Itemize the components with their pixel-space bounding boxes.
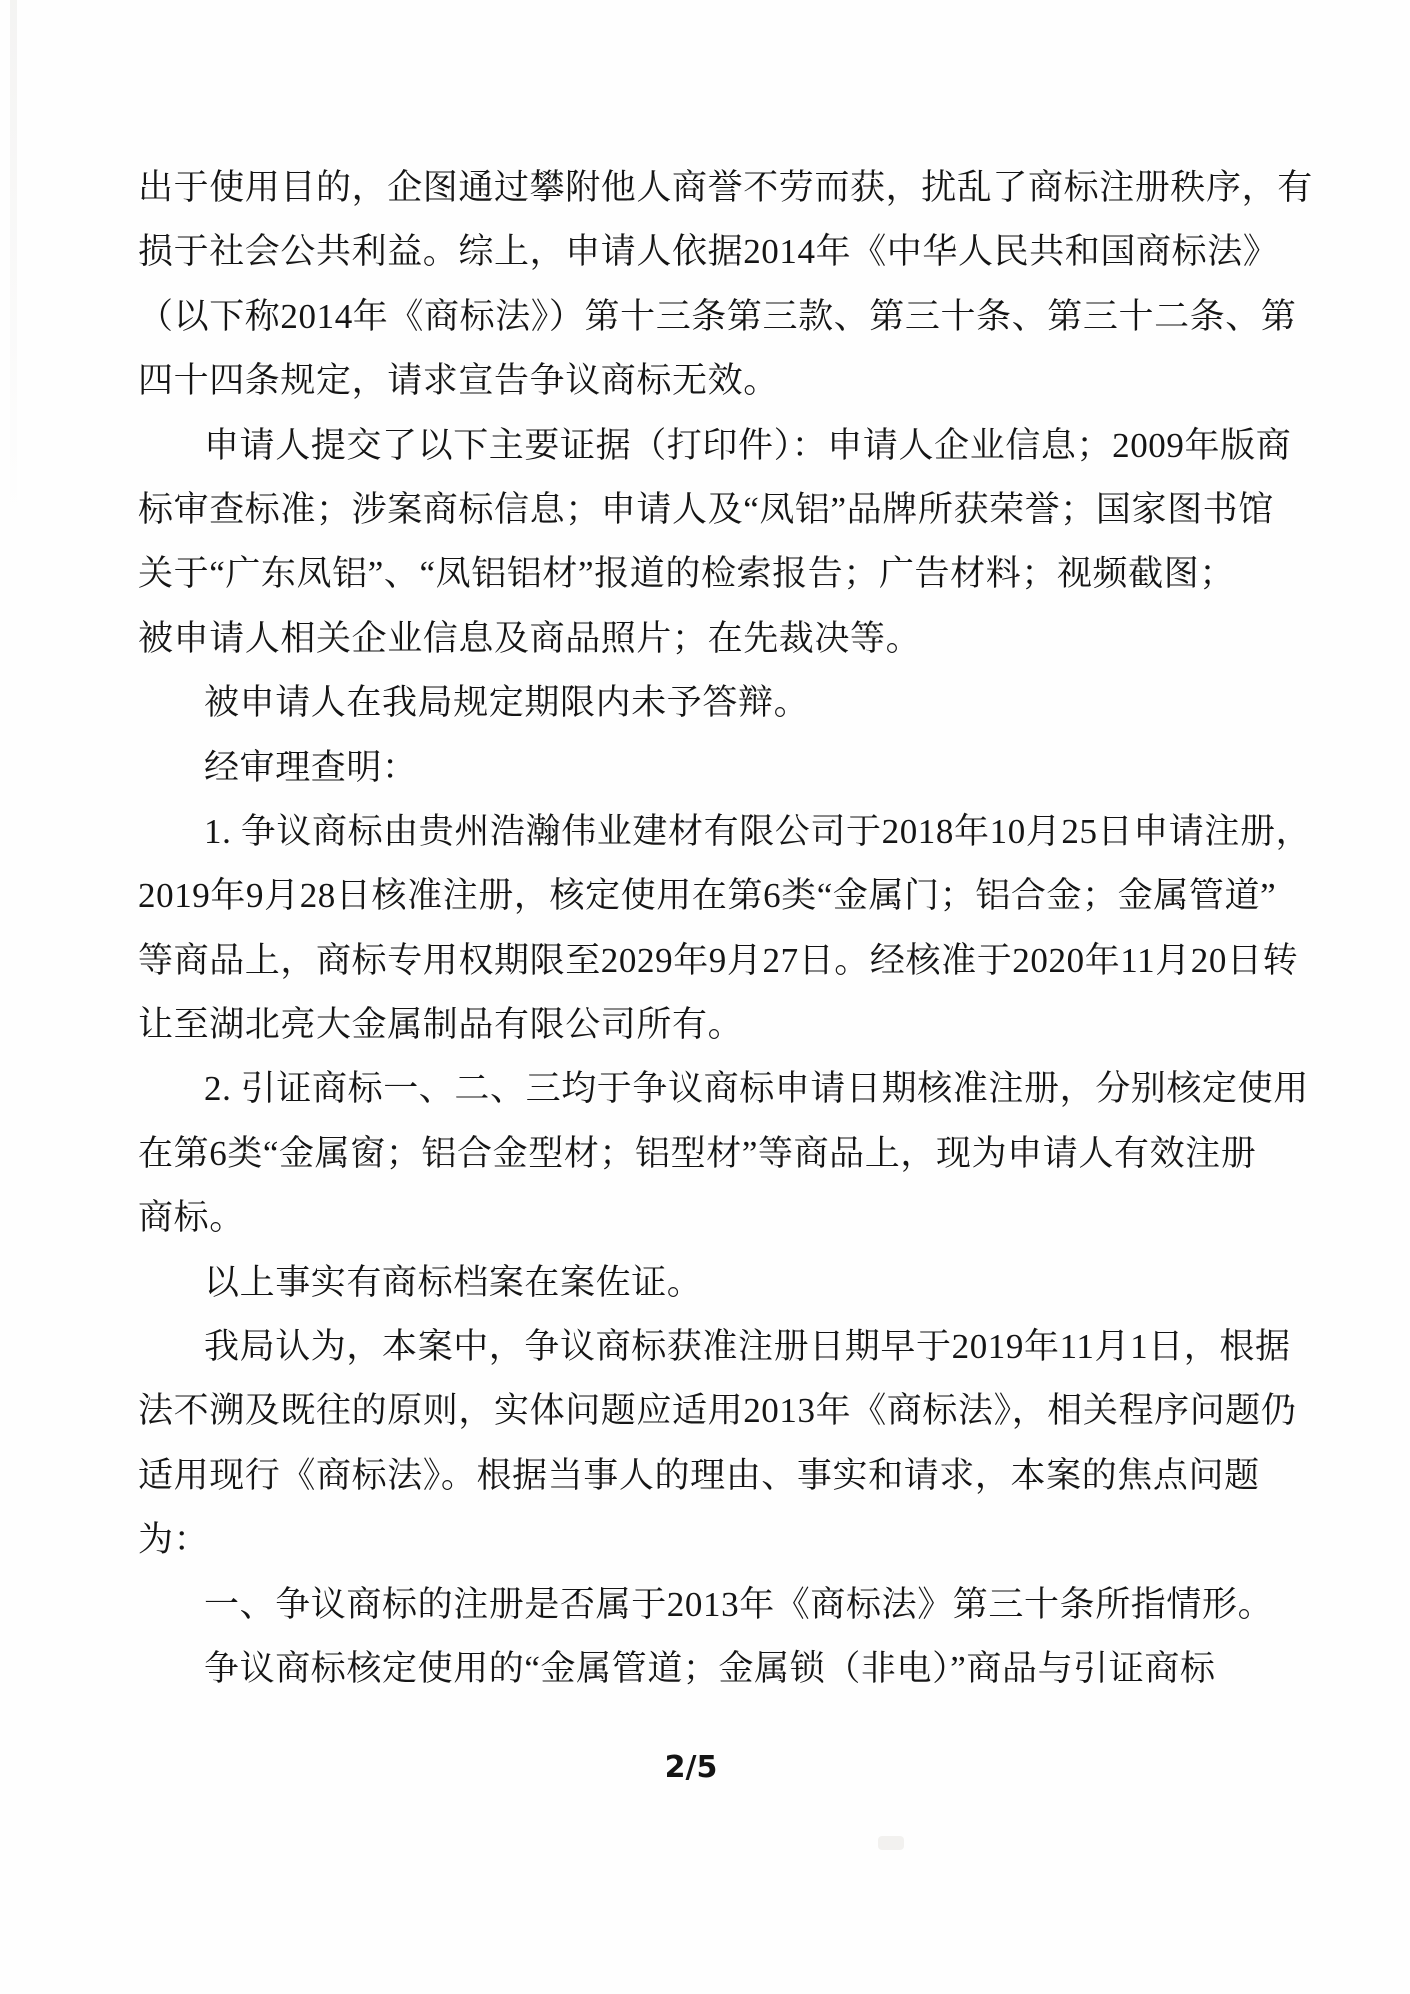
text-line: 出于使用目的，企图通过攀附他人商誉不劳而获，扰乱了商标注册秩序，有	[138, 168, 1313, 207]
text-line: 让至湖北亮大金属制品有限公司所有。	[138, 1005, 744, 1045]
text-line: 为：	[138, 1520, 210, 1560]
text-line: 申请人提交了以下主要证据（打印件）：申请人企业信息；2009年版商	[204, 425, 1292, 465]
scan-artifact-smudge	[878, 1836, 904, 1850]
text-line: 等商品上，商标专用权期限至2029年9月27日。经核准于2020年11月20日转	[138, 940, 1299, 980]
text-line: 经审理查明：	[204, 747, 418, 787]
document-body-text	[138, 156, 1348, 1701]
text-line: 被申请人在我局规定期限内未予答辩。	[204, 683, 810, 723]
text-line: 一、争议商标的注册是否属于2013年《商标法》第三十条所指情形。	[204, 1584, 1274, 1624]
text-line: 损于社会公共利益。综上，申请人依据2014年《中华人民共和国商标法》	[138, 232, 1279, 272]
text-line: 1. 争议商标由贵州浩瀚伟业建材有限公司于2018年10月25日申请注册，	[204, 811, 1312, 851]
text-line: 我局认为，本案中，争议商标获准注册日期早于2019年11月1日，根据	[204, 1327, 1291, 1367]
text-line: 在第6类“金属窗；铝合金型材；铝型材”等商品上，现为申请人有效注册	[138, 1133, 1257, 1173]
text-line: 四十四条规定，请求宣告争议商标无效。	[138, 361, 779, 401]
text-line: 法不溯及既往的原则，实体问题应适用2013年《商标法》，相关程序问题仍	[138, 1391, 1297, 1431]
text-line: 2019年9月28日核准注册，核定使用在第6类“金属门；铝合金；金属管道”	[138, 876, 1277, 916]
text-line: 标审查标准；涉案商标信息；申请人及“凤铝”品牌所获荣誉；国家图书馆	[138, 489, 1274, 529]
text-line: 以上事实有商标档案在案佐证。	[204, 1262, 703, 1302]
text-line: 适用现行《商标法》。根据当事人的理由、事实和请求，本案的焦点问题	[138, 1455, 1260, 1495]
text-line: 2. 引证商标一、二、三均于争议商标申请日期核准注册，分别核定使用	[204, 1069, 1309, 1109]
text-line: 关于“广东凤铝”、“凤铝铝材”报道的检索报告；广告材料；视频截图；	[138, 554, 1235, 594]
page-number: 2/5	[664, 1750, 718, 1785]
text-line: 争议商标核定使用的“金属管道；金属锁（非电）”商品与引证商标	[204, 1648, 1216, 1688]
text-line: （以下称2014年《商标法》）第十三条第三款、第三十条、第三十二条、第	[138, 296, 1297, 336]
text-line: 商标。	[138, 1198, 245, 1238]
text-line: 被申请人相关企业信息及商品照片；在先裁决等。	[138, 618, 922, 658]
scan-artifact-streak	[10, 0, 17, 530]
